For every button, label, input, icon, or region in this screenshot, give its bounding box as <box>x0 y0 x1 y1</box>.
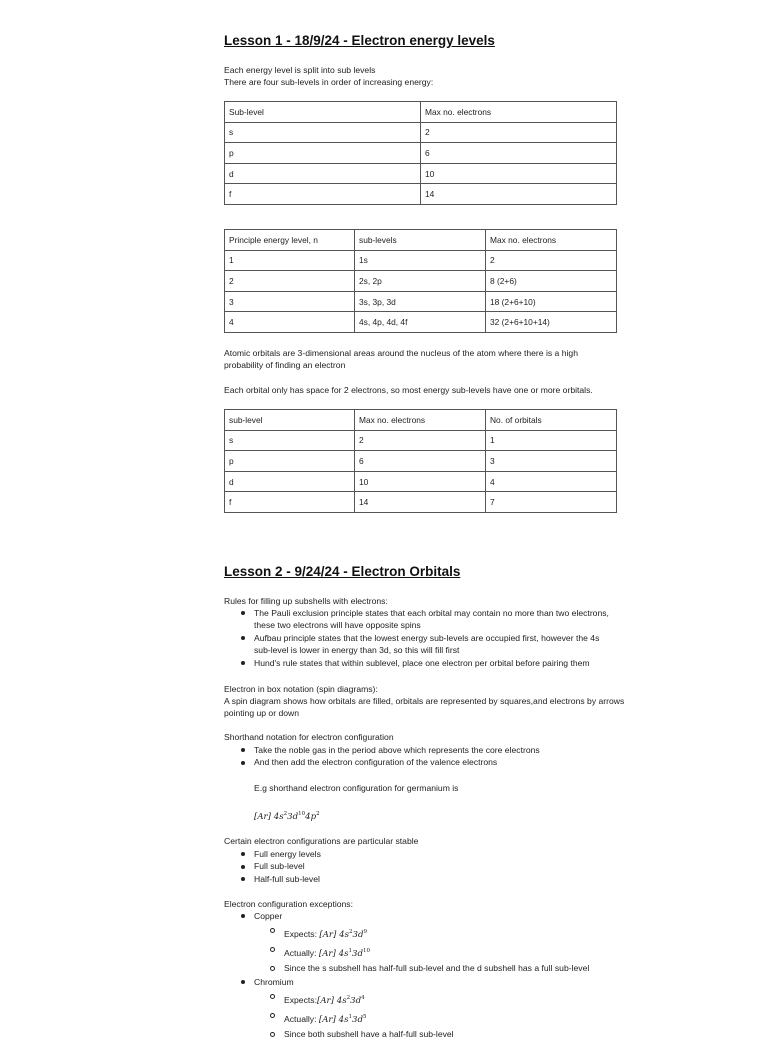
orbital-count-table <box>224 409 617 513</box>
table-cell: 14 <box>421 184 617 205</box>
table-cell: 1 <box>486 430 617 451</box>
table-header-row <box>225 410 617 431</box>
table-cell: 6 <box>421 143 617 164</box>
copper-expected-configuration: [Ar] $4s^23d^9$ <box>319 929 367 940</box>
table-row <box>225 163 617 184</box>
table-cell: 32 (2+6+10+14) <box>486 312 617 333</box>
orbitals-line-2: probability of finding an electron <box>224 360 346 370</box>
box-notation-heading: Electron in box notation (spin diagrams): <box>224 684 378 694</box>
example-text: E.g shorthand electron configuration for germanium is <box>254 783 459 793</box>
list-item: Full energy levels <box>224 848 321 860</box>
table-header-row <box>225 102 617 123</box>
table-row <box>225 451 617 472</box>
list-item: And then add the electron configuration of the valence electrons <box>224 756 540 768</box>
table-cell: 4s, 4p, 4d, 4f <box>355 312 486 333</box>
orbitals-capacity-line: Each orbital only has space for 2 electrons, so most energy sub-levels have one or more orbitals. <box>224 385 593 395</box>
rules-list <box>224 607 609 669</box>
table-header-cell: sub-level <box>225 410 355 431</box>
table-header-cell: Max no. electrons <box>355 410 486 431</box>
copper-actually: Actually: [Ar] $4s^13d^{10}$ <box>224 943 589 962</box>
shorthand-heading: Shorthand notation for electron configuration <box>224 732 394 742</box>
table-cell: d <box>225 163 421 184</box>
list-item: The Pauli exclusion principle states that each orbital may contain no more than two electrons, <box>224 607 609 619</box>
table-cell: 3 <box>225 291 355 312</box>
table-cell: f <box>225 184 421 205</box>
list-item: Half-full sub-level <box>224 873 321 885</box>
list-item-chromium: Chromium <box>224 976 589 988</box>
germanium-configuration: [Ar] $4s^23d^{10}4p^2$ <box>254 811 320 822</box>
table-row <box>225 312 617 333</box>
box-notation-line-1: A spin diagram shows how orbitals are filled, orbitals are represented by squares,and electrons by arrows <box>224 696 625 706</box>
lesson1-intro <box>224 64 433 88</box>
lesson1-title: Lesson 1 - 18/9/24 - Electron energy levels <box>224 33 495 48</box>
table-cell: 8 (2+6) <box>486 271 617 292</box>
exceptions-heading: Electron configuration exceptions: <box>224 899 353 909</box>
box-notation-block <box>224 683 624 719</box>
table-cell: d <box>225 471 355 492</box>
list-item: Full sub-level <box>224 860 321 872</box>
energy-level-table <box>224 229 617 333</box>
table-cell: 7 <box>486 492 617 513</box>
exceptions-list <box>224 910 589 1040</box>
table-header-cell: Max no. electrons <box>421 102 617 123</box>
sublevel-table <box>224 101 617 205</box>
table-cell: 14 <box>355 492 486 513</box>
copper-reason: Since the s subshell has half-full sub-level and the d subshell has a full sub-level <box>224 962 589 974</box>
chromium-expected-configuration: [Ar] $4s^23d^4$ <box>316 995 365 1006</box>
table-cell: 2 <box>355 430 486 451</box>
table-cell: 2 <box>421 122 617 143</box>
table-cell: f <box>225 492 355 513</box>
intro-line-1: Each energy level is split into sub levels <box>224 65 376 75</box>
table-cell: 6 <box>355 451 486 472</box>
table-header-cell: sub-levels <box>355 230 486 251</box>
stable-heading: Certain electron configurations are particular stable <box>224 836 419 846</box>
stable-list <box>224 848 321 885</box>
table-row <box>225 250 617 271</box>
list-item: Aufbau principle states that the lowest energy sub-levels are occupied first, however the 4s <box>224 632 609 644</box>
table-row <box>225 291 617 312</box>
chromium-expects: Expects:[Ar] $4s^23d^4$ <box>224 990 589 1009</box>
shorthand-list <box>224 744 540 769</box>
table-cell: 4 <box>225 312 355 333</box>
table-header-cell: Max no. electrons <box>486 230 617 251</box>
table-cell: 18 (2+6+10) <box>486 291 617 312</box>
list-item: Hund's rule states that within sublevel, place one electron per orbital before pairing them <box>224 657 609 669</box>
table-cell: 3 <box>486 451 617 472</box>
table-row <box>225 430 617 451</box>
list-item-copper: Copper <box>224 910 589 922</box>
table-cell: 10 <box>421 163 617 184</box>
table-cell: 2 <box>225 271 355 292</box>
table-header-row <box>225 230 617 251</box>
chromium-reason: Since both subshell have a half-full sub-level <box>224 1028 589 1040</box>
orbitals-line-1: Atomic orbitals are 3-dimensional areas around the nucleus of the atom where there is a high <box>224 348 578 358</box>
chromium-actually: Actually: [Ar] $4s^13d^5$ <box>224 1009 589 1028</box>
rules-heading: Rules for filling up subshells with electrons: <box>224 596 388 606</box>
lesson2-title: Lesson 2 - 9/24/24 - Electron Orbitals <box>224 564 461 579</box>
table-row <box>225 471 617 492</box>
copper-actual-configuration: [Ar] $4s^13d^{10}$ <box>318 948 371 959</box>
table-cell: 2 <box>486 250 617 271</box>
table-cell: 4 <box>486 471 617 492</box>
table-cell: s <box>225 430 355 451</box>
table-row <box>225 122 617 143</box>
table-cell: p <box>225 143 421 164</box>
copper-expects: Expects: [Ar] $4s^23d^9$ <box>224 924 589 943</box>
table-cell: 1 <box>225 250 355 271</box>
table-cell: 2s, 2p <box>355 271 486 292</box>
table-cell: 10 <box>355 471 486 492</box>
table-row <box>225 492 617 513</box>
table-cell: s <box>225 122 421 143</box>
table-header-cell: No. of orbitals <box>486 410 617 431</box>
list-item: Take the noble gas in the period above which represents the core electrons <box>224 744 540 756</box>
orbitals-paragraph <box>224 347 578 371</box>
table-cell: 3s, 3p, 3d <box>355 291 486 312</box>
table-header-cell: Principle energy level, n <box>225 230 355 251</box>
table-row <box>225 184 617 205</box>
list-item-continuation: these two electrons will have opposite spins <box>254 620 421 631</box>
intro-line-2: There are four sub-levels in order of increasing energy: <box>224 77 434 87</box>
chromium-actual-configuration: [Ar] $4s^13d^5$ <box>318 1014 367 1025</box>
table-cell: p <box>225 451 355 472</box>
list-item-continuation: sub-level is lower in energy than 3d, so this will fill first <box>254 645 460 656</box>
table-cell: 1s <box>355 250 486 271</box>
box-notation-line-2: pointing up or down <box>224 708 300 718</box>
table-row <box>225 143 617 164</box>
table-header-cell: Sub-level <box>225 102 421 123</box>
table-row <box>225 271 617 292</box>
